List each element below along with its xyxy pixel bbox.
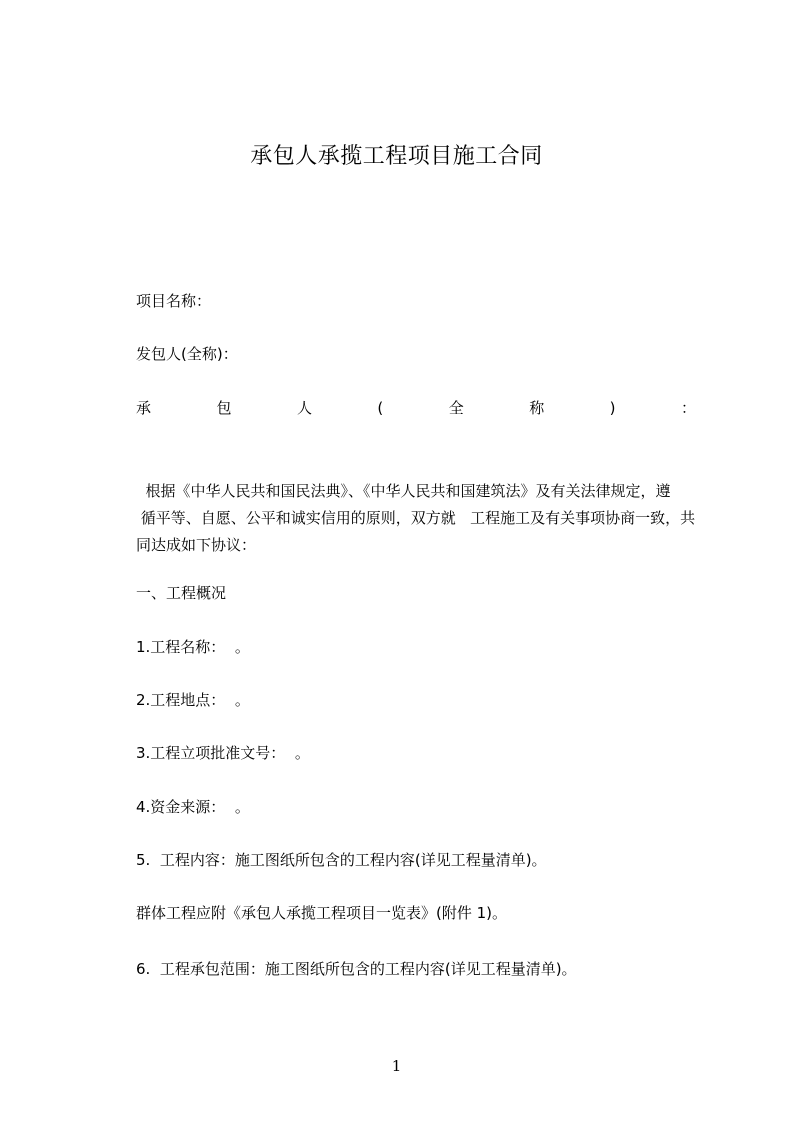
contractor-char: ) (609, 399, 616, 417)
employer-label: 发包人(全称)： (136, 345, 238, 363)
item-project-name: 1.工程名称： 。 (136, 638, 250, 656)
intro-paragraph (136, 478, 699, 559)
item-project-content: 5. 工程内容：施工图纸所包含的工程内容(详见工程量清单)。 (136, 851, 547, 869)
document-title: 承包人承揽工程项目施工合同 (250, 144, 543, 169)
item-contract-scope: 6. 工程承包范围：施工图纸所包含的工程内容(详见工程量清单)。 (136, 960, 577, 978)
intro-line: 同达成如下协议： (136, 536, 257, 554)
project-name-label: 项目名称： (136, 292, 212, 310)
intro-line: 循平等、自愿、公平和诚实信用的原则，双方就 工程施工及有关事项协商一致，共 (136, 509, 696, 527)
item-approval-number: 3.工程立项批准文号： 。 (136, 744, 310, 762)
contractor-char: 人 (296, 399, 312, 417)
intro-line: 根据《中华人民共和国民法典》、《中华人民共和国建筑法》及有关法律规定，遵 (136, 482, 671, 500)
contractor-char: 承 (136, 399, 152, 417)
page-number: 1 (391, 1057, 402, 1075)
item-funding-source: 4.资金来源： 。 (136, 798, 250, 816)
contractor-char: 全 (448, 399, 464, 417)
item-content-note: 群体工程应附《承包人承揽工程项目一览表》(附件 1)。 (136, 904, 508, 922)
contractor-char: 称 (529, 399, 545, 417)
item-project-location: 2.工程地点： 。 (136, 691, 250, 709)
contractor-char: 包 (216, 399, 232, 417)
section-heading: 一、工程概况 (136, 584, 227, 602)
contractor-char: ( (377, 399, 384, 417)
contractor-char: ： (680, 399, 696, 417)
contractor-label (136, 398, 696, 418)
